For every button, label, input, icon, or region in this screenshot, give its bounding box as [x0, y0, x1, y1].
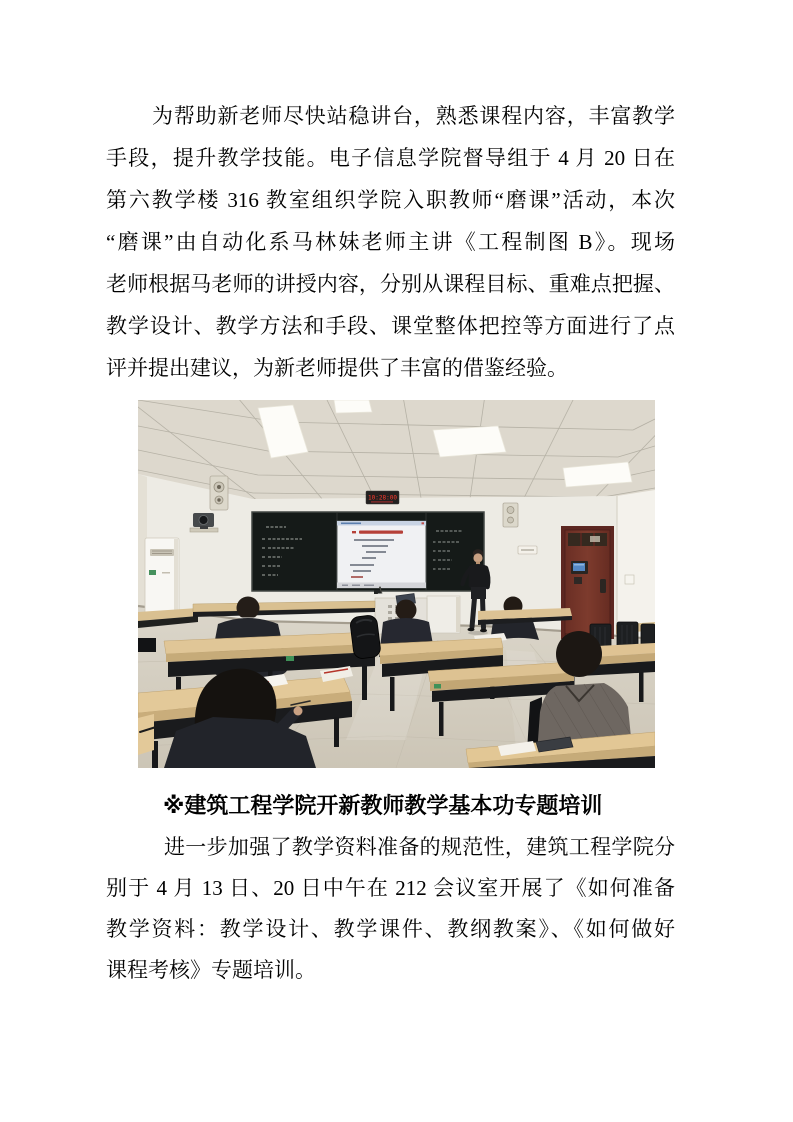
backpack: [349, 614, 381, 659]
air-conditioner: [145, 538, 179, 618]
presentation-screen: [337, 521, 426, 594]
corner-desk-pen: [138, 714, 156, 755]
paragraph-1-line: 第六教学楼 316 教室组织学院入职教师“磨课”活动，本次: [106, 188, 675, 212]
clock-time: 10:28:00: [368, 494, 397, 502]
desk-green-sticker: [434, 684, 441, 689]
paragraph-1-line: 手段，提升教学技能。电子信息学院督导组于 4 月 20 日在: [106, 146, 675, 170]
camera: [190, 513, 218, 532]
paragraph-1-line: 评并提出建议，为新老师提供了丰富的借鉴经验。: [106, 356, 568, 380]
classroom-photo: [138, 400, 655, 768]
paragraph-1: [106, 95, 675, 389]
paragraph-2-line: 教学资料：教学设计、教学课件、教纲教案》、《如何做好: [106, 917, 675, 941]
right-speaker: [503, 503, 518, 527]
led-clock: [366, 491, 399, 504]
paragraph-2-line: 课程考核》专题培训。: [106, 958, 316, 982]
ac-green-sticker: [149, 570, 156, 575]
classroom-photo-art: [138, 400, 655, 768]
section-heading: ※建筑工程学院开新教师教学基本功专题培训: [163, 793, 603, 818]
paragraph-2: [106, 827, 675, 991]
desk-green-sticker: [286, 656, 294, 661]
paragraph-2-line: 别于 4 月 13 日、20 日中午在 212 会议室开展了《如何准备: [106, 876, 675, 900]
door-lock: [600, 579, 606, 593]
paragraph-1-line: “磨课”由自动化系马林妹老师主讲《工程制图 B》。现场: [106, 230, 675, 254]
left-speaker: [210, 476, 228, 510]
door: [561, 526, 614, 639]
room-sign: [518, 546, 537, 554]
paragraph-1-line: 老师根据马老师的讲授内容，分别从课程目标、重难点把握、: [106, 272, 675, 296]
paragraph-1-line: 教学设计、教学方法和手段、课堂整体把控等方面进行了点: [106, 314, 675, 338]
door-access-panel: [571, 561, 588, 574]
paragraph-2-line: 进一步加强了教学资料准备的规范性，建筑工程学院分: [164, 835, 675, 859]
paragraph-1-line: 为帮助新老师尽快站稳讲台，熟悉课程内容，丰富教学: [152, 104, 675, 128]
light-switch: [625, 575, 634, 584]
